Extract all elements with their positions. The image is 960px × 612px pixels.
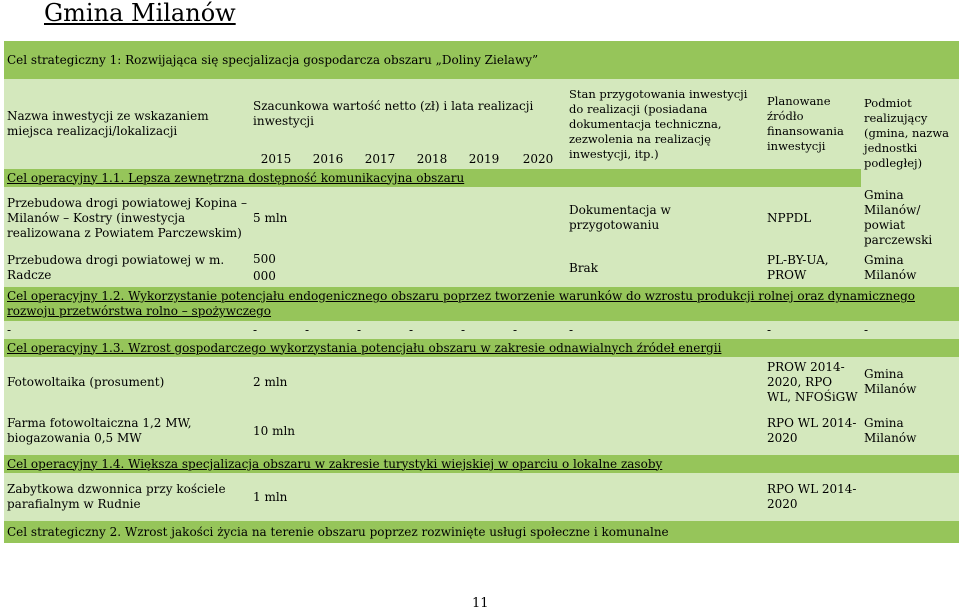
investment-status [566,407,764,455]
dash-cell: - [354,321,406,339]
investment-entity: Gmina Milanów [861,249,959,287]
table-row [4,249,959,287]
year-2015: 2015 [250,149,302,169]
investment-entity: Gmina Milanów [861,357,959,407]
year-2018: 2018 [406,149,458,169]
dash-cell: - [4,321,250,339]
investment-entity [861,473,959,521]
year-2017: 2017 [354,149,406,169]
strategic-goal-2-row [4,521,959,543]
investment-name: Zabytkowa dzwonnica przy kościele parafialnym w Rudnie [4,473,250,521]
investment-name: Przebudowa drogi powiatowej Kopina – Milanów – Kostry (inwestycja realizowana z Powiatem Parczewskim) [4,187,250,249]
dash-cell: - [566,321,764,339]
operational-goal-1-4: Cel operacyjny 1.4. Większa specjalizacja obszaru w zakresie turystyki wiejskiej w oparciu o lokalne zasoby [4,455,959,473]
investment-entity: Gmina Milanów [861,407,959,455]
investment-entity: Gmina Milanów/ powiat parczewski [861,187,959,249]
operational-goal-1-3: Cel operacyjny 1.3. Wzrost gospodarczego wykorzystania potencjału obszaru w zakresie odnawialnych źródeł energii [4,339,959,357]
dash-cell: - [302,321,354,339]
op-1-2-row [4,287,959,321]
investment-value: 500 000 [250,249,302,287]
table-row [4,187,959,249]
year-2016: 2016 [302,149,354,169]
year-2019: 2019 [458,149,510,169]
investment-funding-source: NPPDL [764,187,861,249]
header-row [4,79,959,149]
dash-cell: - [861,321,959,339]
investment-name: Farma fotowoltaiczna 1,2 MW, biogazowania 0,5 MW [4,407,250,455]
investment-status [566,473,764,521]
investment-value: 10 mln [250,407,566,455]
table-row [4,321,959,339]
op-1-4-row [4,455,959,473]
operational-goal-1-2: Cel operacyjny 1.2. Wykorzystanie potencjału endogenicznego obszaru poprzez tworzenie warunków do wzrostu produkcji rolnej oraz dynamicznego rozwoju przetwórstwa rolno – spożywczego [4,287,959,321]
page-number: 11 [472,596,489,611]
investment-funding-source: RPO WL 2014-2020 [764,407,861,455]
dash-cell: - [458,321,510,339]
dash-cell: - [250,321,302,339]
table-row [4,473,959,521]
operational-goal-1-1: Cel operacyjny 1.1. Lepsza zewnętrzna dostępność komunikacyjna obszaru [4,169,861,187]
investment-value: 1 mln [250,473,566,521]
op-1-1-row [4,169,959,187]
header-funding-source: Planowane źródło finansowania inwestycji [764,79,861,169]
investment-funding-source: PROW 2014-2020, RPO WL, NFOŚiGW [764,357,861,407]
year-2020: 2020 [510,149,566,169]
dash-cell: - [406,321,458,339]
header-status: Stan przygotowania inwestycji do realizacji (posiadana dokumentacja techniczna, zezwolenia na realizację inwestycji, itp.) [566,79,764,169]
investment-name: Fotowoltaika (prosument) [4,357,250,407]
page-title: Gmina Milanów [44,0,236,27]
header-value-years: Szacunkowa wartość netto (zł) i lata realizacji inwestycji [250,79,566,149]
investment-value: 5 mln [250,187,566,249]
dash-cell: - [510,321,566,339]
header-implementing-entity: Podmiot realizujący (gmina, nazwa jednostki podległej) [861,79,959,187]
investment-table [4,41,959,543]
investment-funding-source: RPO WL 2014-2020 [764,473,861,521]
header-investment-name: Nazwa inwestycji ze wskazaniem miejsca realizacji/lokalizacji [4,79,250,169]
op-1-3-row [4,339,959,357]
table-row [4,357,959,407]
strategic-goal-1: Cel strategiczny 1: Rozwijająca się specjalizacja gospodarcza obszaru „Doliny Zielawy” [4,41,959,79]
empty-cell [302,249,566,287]
investment-funding-source: PL-BY-UA, PROW [764,249,861,287]
investment-value: 2 mln [250,357,566,407]
investment-status: Brak [566,249,764,287]
dash-cell: - [764,321,861,339]
investment-status [566,357,764,407]
investment-name: Przebudowa drogi powiatowej w m. Radcze [4,249,250,287]
strategic-goal-2: Cel strategiczny 2. Wzrost jakości życia na terenie obszaru poprzez rozwinięte usługi społeczne i komunalne [4,521,959,543]
investment-status: Dokumentacja w przygotowaniu [566,187,764,249]
table-row [4,407,959,455]
strategic-goal-1-row [4,41,959,79]
